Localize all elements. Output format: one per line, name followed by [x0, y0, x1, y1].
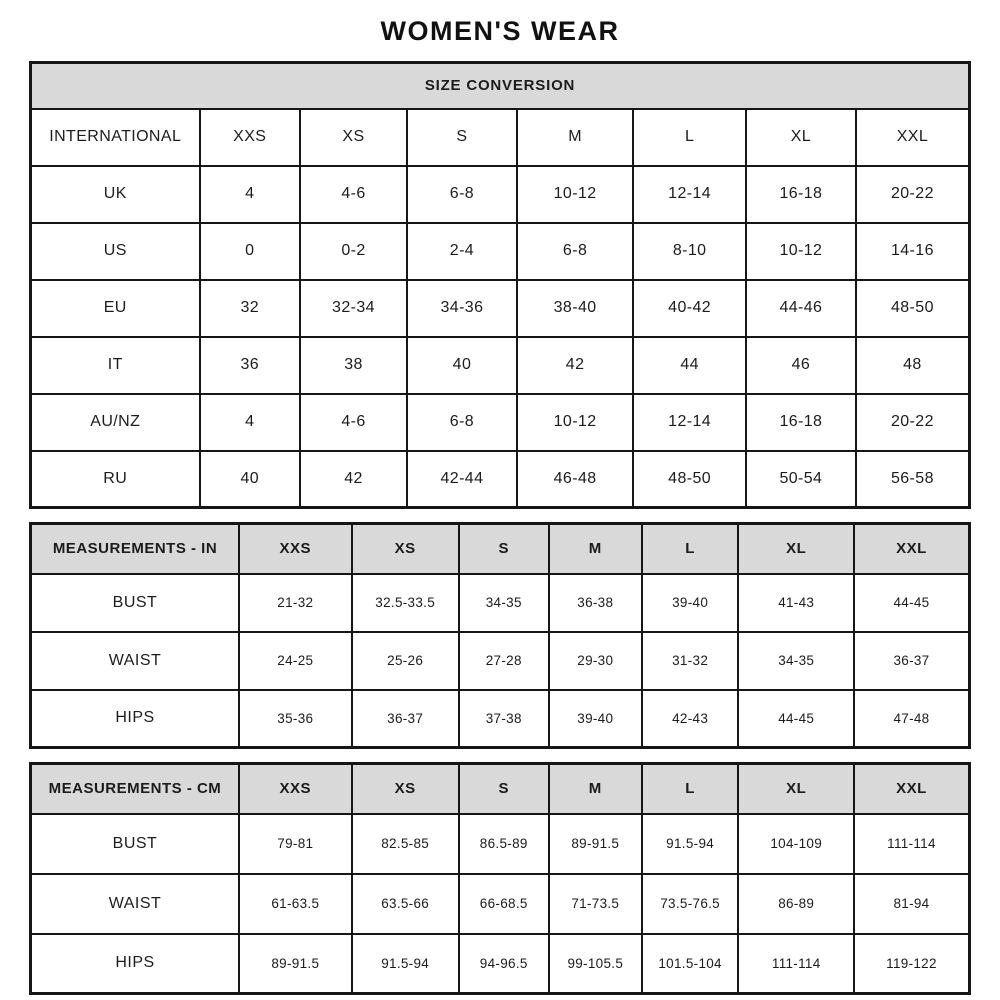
- size-cell: 48-50: [633, 451, 746, 508]
- size-cell: 4-6: [300, 166, 407, 223]
- measurements-in-table: [29, 522, 971, 749]
- size-cell: 2-4: [407, 223, 517, 280]
- measurements-cm-header: MEASUREMENTS - CM: [31, 764, 239, 814]
- table-row: [31, 874, 970, 934]
- size-cell: 0-2: [300, 223, 407, 280]
- measurements-in-header: MEASUREMENTS - IN: [31, 524, 239, 574]
- measurement-cell: 27-28: [459, 632, 549, 690]
- size-cell: 16-18: [746, 394, 856, 451]
- table-row: [31, 223, 970, 280]
- measurement-cell: 86-89: [738, 874, 853, 934]
- size-cell: 4: [200, 394, 300, 451]
- size-cell: 6-8: [407, 394, 517, 451]
- row-label: INTERNATIONAL: [31, 109, 200, 166]
- measurement-cell: 81-94: [854, 874, 970, 934]
- size-cell: 10-12: [746, 223, 856, 280]
- table-row: [31, 574, 970, 632]
- table-row: [31, 280, 970, 337]
- measurement-cell: 89-91.5: [239, 934, 352, 994]
- size-cell: 44: [633, 337, 746, 394]
- column-header: L: [642, 524, 739, 574]
- row-label: US: [31, 223, 200, 280]
- size-cell: 8-10: [633, 223, 746, 280]
- size-cell: 56-58: [856, 451, 970, 508]
- measurement-cell: 111-114: [738, 934, 853, 994]
- size-cell: 48-50: [856, 280, 970, 337]
- measurement-cell: 44-45: [854, 574, 970, 632]
- measurement-cell: 32.5-33.5: [352, 574, 459, 632]
- size-cell: S: [407, 109, 517, 166]
- size-conversion-header: SIZE CONVERSION: [31, 63, 970, 109]
- row-label: HIPS: [31, 934, 239, 994]
- table-row: [31, 63, 970, 109]
- measurement-cell: 25-26: [352, 632, 459, 690]
- table-row: [31, 934, 970, 994]
- size-cell: 6-8: [407, 166, 517, 223]
- column-header: XL: [738, 764, 853, 814]
- page-title: WOMEN'S WEAR: [380, 16, 620, 46]
- measurement-cell: 91.5-94: [642, 814, 739, 874]
- measurement-cell: 66-68.5: [459, 874, 549, 934]
- size-cell: XL: [746, 109, 856, 166]
- size-cell: 50-54: [746, 451, 856, 508]
- size-cell: 10-12: [517, 394, 633, 451]
- measurement-cell: 37-38: [459, 690, 549, 748]
- size-cell: 16-18: [746, 166, 856, 223]
- row-label: HIPS: [31, 690, 239, 748]
- size-cell: XS: [300, 109, 407, 166]
- table-row: [31, 814, 970, 874]
- row-label: IT: [31, 337, 200, 394]
- measurement-cell: 71-73.5: [549, 874, 642, 934]
- size-cell: 20-22: [856, 166, 970, 223]
- measurement-cell: 42-43: [642, 690, 739, 748]
- table-row: [31, 337, 970, 394]
- measurement-cell: 41-43: [738, 574, 853, 632]
- measurement-cell: 82.5-85: [352, 814, 459, 874]
- measurement-cell: 63.5-66: [352, 874, 459, 934]
- size-cell: 42: [300, 451, 407, 508]
- size-cell: 44-46: [746, 280, 856, 337]
- table-row: [31, 524, 970, 574]
- size-cell: 40-42: [633, 280, 746, 337]
- size-cell: 6-8: [517, 223, 633, 280]
- measurement-cell: 34-35: [738, 632, 853, 690]
- column-header: S: [459, 764, 549, 814]
- measurement-cell: 89-91.5: [549, 814, 642, 874]
- row-label: WAIST: [31, 874, 239, 934]
- size-cell: 10-12: [517, 166, 633, 223]
- row-label: AU/NZ: [31, 394, 200, 451]
- size-cell: 20-22: [856, 394, 970, 451]
- size-cell: 40: [200, 451, 300, 508]
- size-cell: 38-40: [517, 280, 633, 337]
- size-cell: 32-34: [300, 280, 407, 337]
- size-cell: 46-48: [517, 451, 633, 508]
- measurement-cell: 104-109: [738, 814, 853, 874]
- measurement-cell: 47-48: [854, 690, 970, 748]
- size-cell: L: [633, 109, 746, 166]
- measurement-cell: 35-36: [239, 690, 352, 748]
- size-cell: M: [517, 109, 633, 166]
- column-header: XXL: [854, 524, 970, 574]
- measurement-cell: 86.5-89: [459, 814, 549, 874]
- measurement-cell: 34-35: [459, 574, 549, 632]
- row-label: EU: [31, 280, 200, 337]
- measurement-cell: 24-25: [239, 632, 352, 690]
- measurement-cell: 111-114: [854, 814, 970, 874]
- column-header: M: [549, 764, 642, 814]
- size-cell: 12-14: [633, 394, 746, 451]
- size-cell: XXL: [856, 109, 970, 166]
- size-cell: 38: [300, 337, 407, 394]
- measurement-cell: 94-96.5: [459, 934, 549, 994]
- size-cell: 40: [407, 337, 517, 394]
- row-label: UK: [31, 166, 200, 223]
- measurement-cell: 91.5-94: [352, 934, 459, 994]
- column-header: XS: [352, 524, 459, 574]
- measurement-cell: 79-81: [239, 814, 352, 874]
- table-row: [31, 632, 970, 690]
- measurement-cell: 119-122: [854, 934, 970, 994]
- size-conversion-table: [29, 61, 971, 509]
- measurement-cell: 44-45: [738, 690, 853, 748]
- table-row: [31, 451, 970, 508]
- measurement-cell: 36-37: [352, 690, 459, 748]
- column-header: L: [642, 764, 739, 814]
- size-cell: 42: [517, 337, 633, 394]
- row-label: WAIST: [31, 632, 239, 690]
- size-cell: 0: [200, 223, 300, 280]
- size-cell: 32: [200, 280, 300, 337]
- column-header: S: [459, 524, 549, 574]
- table-row: [31, 764, 970, 814]
- column-header: XS: [352, 764, 459, 814]
- column-header: XXL: [854, 764, 970, 814]
- measurement-cell: 21-32: [239, 574, 352, 632]
- row-label: BUST: [31, 574, 239, 632]
- table-row: [31, 690, 970, 748]
- row-label: BUST: [31, 814, 239, 874]
- measurement-cell: 99-105.5: [549, 934, 642, 994]
- measurement-cell: 61-63.5: [239, 874, 352, 934]
- measurement-cell: 36-38: [549, 574, 642, 632]
- measurements-cm-table: [29, 762, 971, 995]
- table-row: [31, 166, 970, 223]
- column-header: M: [549, 524, 642, 574]
- size-cell: 46: [746, 337, 856, 394]
- table-row: [31, 109, 970, 166]
- table-row: [31, 394, 970, 451]
- column-header: XL: [738, 524, 853, 574]
- size-cell: XXS: [200, 109, 300, 166]
- size-cell: 4-6: [300, 394, 407, 451]
- size-cell: 48: [856, 337, 970, 394]
- column-header: XXS: [239, 764, 352, 814]
- size-cell: 34-36: [407, 280, 517, 337]
- measurement-cell: 73.5-76.5: [642, 874, 739, 934]
- size-cell: 42-44: [407, 451, 517, 508]
- size-cell: 14-16: [856, 223, 970, 280]
- measurement-cell: 39-40: [549, 690, 642, 748]
- measurement-cell: 101.5-104: [642, 934, 739, 994]
- column-header: XXS: [239, 524, 352, 574]
- measurement-cell: 31-32: [642, 632, 739, 690]
- measurement-cell: 36-37: [854, 632, 970, 690]
- row-label: RU: [31, 451, 200, 508]
- measurement-cell: 39-40: [642, 574, 739, 632]
- size-cell: 36: [200, 337, 300, 394]
- size-cell: 4: [200, 166, 300, 223]
- size-cell: 12-14: [633, 166, 746, 223]
- measurement-cell: 29-30: [549, 632, 642, 690]
